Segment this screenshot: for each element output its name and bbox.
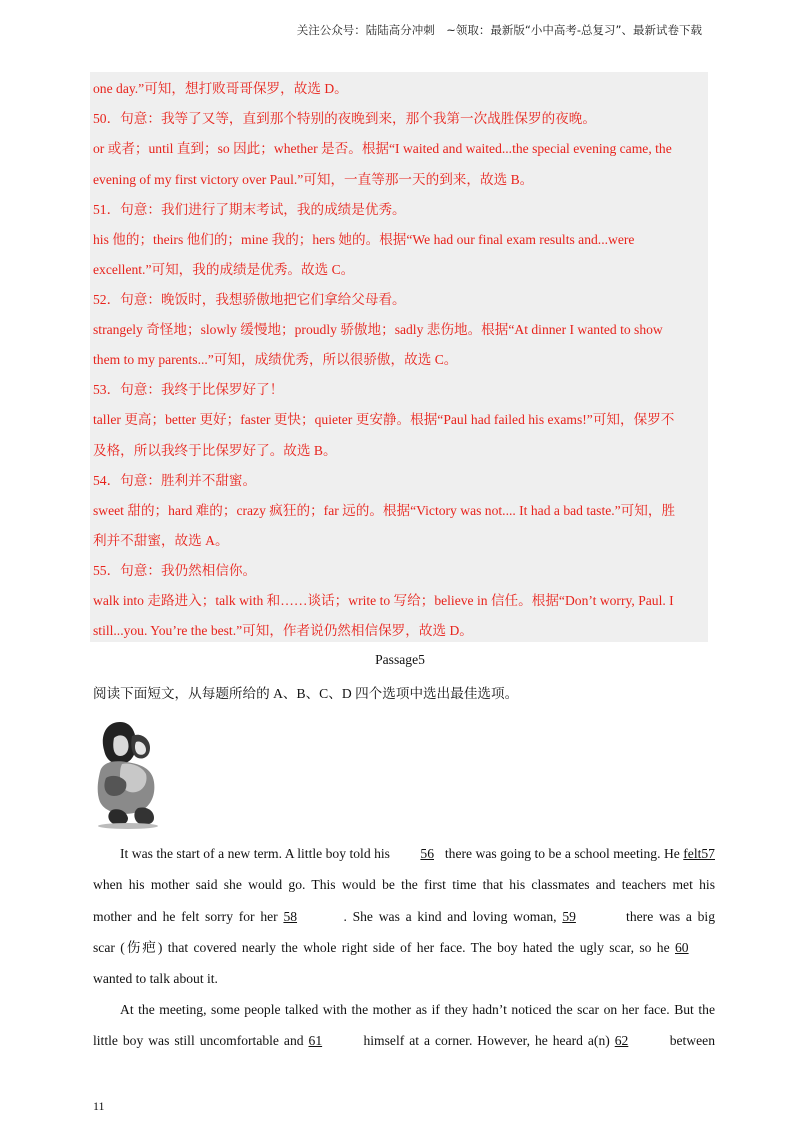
answer-line: excellent.”可知，我的成绩是优秀。故选 C。 (93, 262, 355, 277)
passage-line: wanted to talk about it. (93, 971, 218, 986)
answer-line: them to my parents...”可知，成绩优秀，所以很骄傲，故选 C。 (93, 352, 458, 367)
blank-60: 60 (675, 940, 689, 955)
answer-line: 51．句意：我们进行了期末考试，我的成绩是优秀。 (93, 202, 406, 217)
passage-text: scar (伤疤) that covered nearly the whole right side of her face. The boy hated the ugly scar, so he (93, 940, 675, 955)
passage-text: there was a big (620, 909, 716, 924)
passage-text: there was going to be a school meeting. He (441, 846, 684, 861)
page-number: 11 (93, 1099, 105, 1113)
blank-57: felt57 (683, 846, 715, 861)
passage-line (93, 1033, 715, 1049)
answer-line: 54．句意：胜利并不甜蜜。 (93, 473, 257, 488)
passage-line (93, 846, 715, 862)
blank-59: 59 (562, 909, 576, 924)
answer-line: 55．句意：我仍然相信你。 (93, 563, 257, 578)
answer-line: 53．句意：我终于比保罗好了！ (93, 382, 284, 397)
passage-line: when his mother said she would go. This would be the first time that his classmates and teachers met his (93, 877, 715, 892)
passage-text: little boy was still uncomfortable and (93, 1033, 309, 1048)
blank-61: 61 (308, 1033, 323, 1048)
passage-text: It was the start of a new term. A little boy told his (120, 846, 394, 861)
answer-line: strangely 奇怪地；slowly 缓慢地；proudly 骄傲地；sadly 悲伤地。根据“At dinner I wanted to show (93, 322, 663, 337)
mother-child-illustration (92, 716, 164, 830)
answer-line: 及格，所以我终于比保罗好了。故选 B。 (93, 443, 337, 458)
instruction-text: 阅读下面短文，从每题所给的 A、B、C、D 四个选项中选出最佳选项。 (93, 686, 519, 701)
answer-line: or 或者；until 直到；so 因此；whether 是否。根据“I waited and waited...the special evening came, the (93, 141, 672, 156)
blank-58: 58 (283, 909, 298, 924)
answer-line: his 他的；theirs 他们的；mine 我的；hers 她的。根据“We had our final exam results and...were (93, 232, 635, 247)
page-header: 关注公众号：陆陆高分冲刺 ~领取：最新版“小中高考-总复习”、最新试卷下载 (296, 23, 702, 37)
passage-title: Passage5 (375, 652, 425, 667)
blank-56: 56 (420, 846, 434, 861)
passage-text: between (664, 1033, 715, 1048)
passage-text: . She was a kind and loving woman, (343, 909, 563, 924)
answer-line: one day.”可知，想打败哥哥保罗，故选 D。 (93, 81, 348, 96)
answer-line: sweet 甜的；hard 难的；crazy 疯狂的；far 远的。根据“Victory was not.... It had a bad taste.”可知，胜 (93, 503, 676, 518)
answer-line: taller 更高；better 更好；faster 更快；quieter 更安静。根据“Paul had failed his exams!”可知，保罗不 (93, 412, 675, 427)
passage-line: At the meeting, some people talked with the mother as if they hadn’t noticed the scar on her face. But the (120, 1002, 715, 1017)
blank-62: 62 (614, 1033, 629, 1048)
passage-text: himself at a corner. However, he heard a(n) (358, 1033, 615, 1048)
passage-line (93, 909, 715, 925)
answer-line: walk into 走路进入；talk with 和……谈话；write to 写给；believe in 信任。根据“Don’t worry, Paul. I (93, 593, 674, 608)
answer-line: 利并不甜蜜，故选 A。 (93, 533, 229, 548)
answer-line: evening of my first victory over Paul.”可知，一直等那一天的到来，故选 B。 (93, 172, 534, 187)
passage-line (93, 940, 715, 956)
passage-text: mother and he felt sorry for her (93, 909, 284, 924)
answer-line: still...you. You’re the best.”可知，作者说仍然相信保罗，故选 D。 (93, 623, 473, 638)
answer-line: 50．句意：我等了又等，直到那个特别的夜晚到来，那个我第一次战胜保罗的夜晚。 (93, 111, 596, 126)
answer-line: 52．句意：晚饭时，我想骄傲地把它们拿给父母看。 (93, 292, 406, 307)
